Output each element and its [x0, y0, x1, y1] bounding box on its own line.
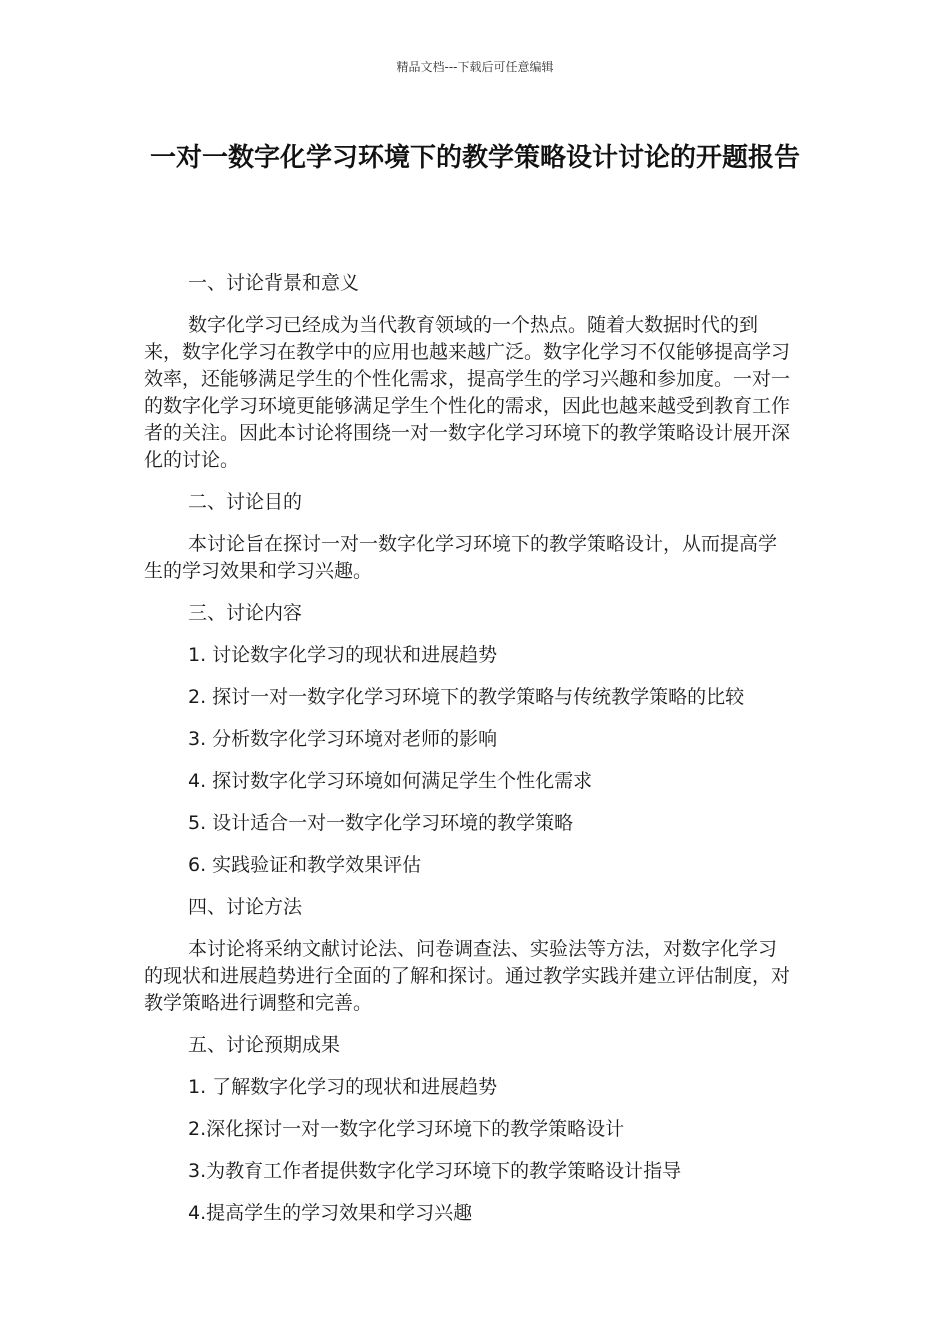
section-body-background: 数字化学习已经成为当代教育领域的一个热点。随着大数据时代的到来，数字化学习在教学中的应用也越来越广泛。数字化学习不仅能够提高学习效率，还能够满足学生的个性化需求，提高学生的学习兴趣和参加度。一对一的数字化学习环境更能够满足学生个性化的需求，因此也越来越受到教育工作者的关注。因此本讨论将围绕一对一数字化学习环境下的教学策略设计展开深化的讨论。 — [144, 314, 791, 471]
list-item: 2.深化探讨一对一数字化学习环境下的教学策略设计 — [188, 1118, 625, 1140]
section-heading-background: 一、讨论背景和意义 — [188, 272, 360, 294]
section-heading-outcomes: 五、讨论预期成果 — [188, 1034, 341, 1056]
header-note: 精品文档---下载后可任意编辑 — [396, 60, 554, 74]
list-item: 4. 探讨数字化学习环境如何满足学生个性化需求 — [188, 770, 593, 792]
list-item: 3. 分析数字化学习环境对老师的影响 — [188, 728, 498, 750]
list-item: 6. 实践验证和教学效果评估 — [188, 854, 422, 876]
list-item: 4.提高学生的学习效果和学习兴趣 — [188, 1202, 473, 1224]
section-heading-content: 三、讨论内容 — [188, 602, 303, 624]
list-item: 1. 了解数字化学习的现状和进展趋势 — [188, 1076, 498, 1098]
list-item: 1. 讨论数字化学习的现状和进展趋势 — [188, 644, 498, 666]
section-heading-purpose: 二、讨论目的 — [188, 491, 303, 513]
list-item: 2. 探讨一对一数字化学习环境下的教学策略与传统教学策略的比较 — [188, 686, 745, 708]
list-item: 5. 设计适合一对一数字化学习环境的教学策略 — [188, 812, 574, 834]
section-body-purpose: 本讨论旨在探讨一对一数字化学习环境下的教学策略设计，从而提高学生的学习效果和学习兴趣。 — [144, 533, 778, 582]
document-title: 一对一数字化学习环境下的教学策略设计讨论的开题报告 — [149, 143, 800, 173]
section-body-method: 本讨论将采纳文献讨论法、问卷调查法、实验法等方法，对数字化学习的现状和进展趋势进行全面的了解和探讨。通过教学实践并建立评估制度，对教学策略进行调整和完善。 — [144, 938, 791, 1014]
document-body — [144, 270, 794, 1242]
list-item: 3.为教育工作者提供数字化学习环境下的教学策略设计指导 — [188, 1160, 682, 1182]
section-heading-method: 四、讨论方法 — [188, 896, 303, 918]
